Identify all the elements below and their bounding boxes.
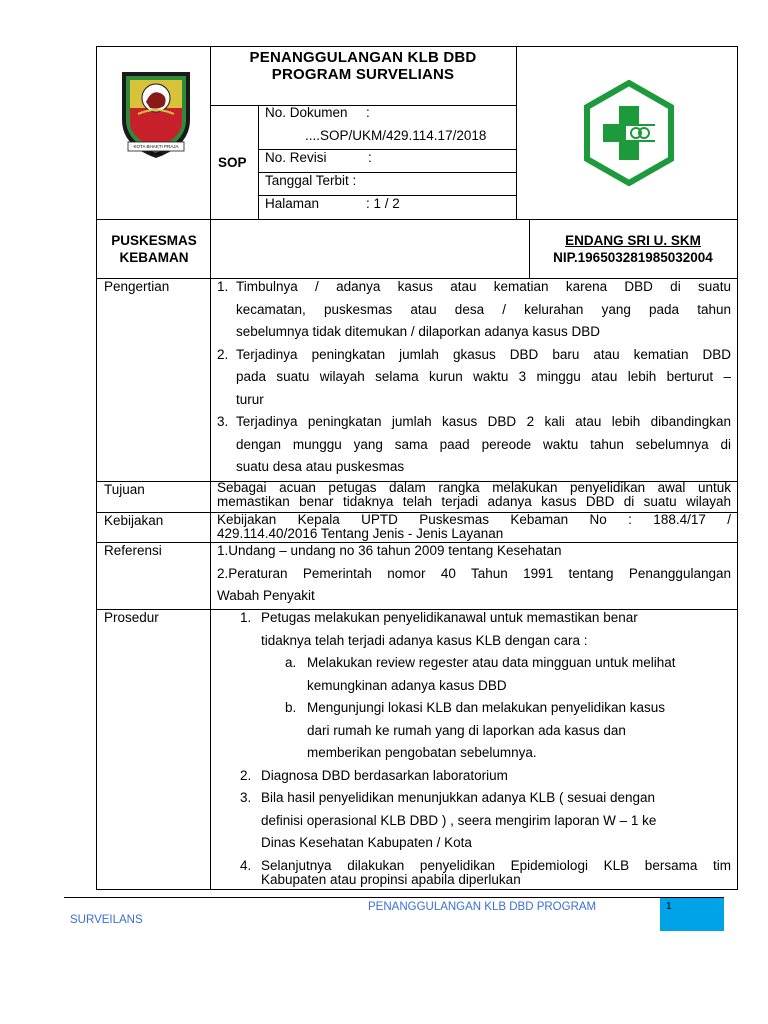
prosedur-subitem bbox=[240, 697, 731, 765]
puskesmas-name-line: KEBAMAN bbox=[119, 250, 189, 265]
item-line: dengan munggu yang sama paad pereode waktu tahun sebelumnya di bbox=[236, 436, 731, 452]
content-line: Kebijakan Kepala UPTD Puskesmas Kebaman No : 188.4/17 / bbox=[217, 512, 731, 527]
item-line: Petugas melakukan penyelidikanawal untuk memastikan benar bbox=[261, 610, 638, 625]
signatory-nip: NIP.196503281985032004 bbox=[553, 250, 713, 265]
content-line: Sebagai acuan petugas dalam rangka melakukan penyelidikan awal untuk bbox=[217, 480, 731, 495]
prosedur-subitem bbox=[240, 652, 731, 697]
no-dokumen-colon: : bbox=[366, 105, 370, 120]
item-line: Terjadinya peningkatan jumlah kasus DBD 2 kali atau lebih dibandingkan bbox=[236, 414, 731, 429]
item-line: Dinas Kesehatan Kabupaten / Kota bbox=[261, 835, 472, 850]
section-label-kebijakan: Kebijakan bbox=[104, 513, 164, 528]
puskesmas-name-line: PUSKESMAS bbox=[111, 233, 197, 248]
no-dokumen-label: No. Dokumen bbox=[265, 105, 348, 120]
item-number: 1. bbox=[217, 279, 229, 294]
section-label-pengertian: Pengertian bbox=[104, 279, 170, 294]
puskesmas-name bbox=[98, 232, 210, 266]
content-line: 1.Undang – undang no 36 tahun 2009 tentang Kesehatan bbox=[217, 543, 562, 558]
divider bbox=[210, 46, 211, 890]
halaman-value: : 1 / 2 bbox=[366, 196, 400, 211]
divider bbox=[258, 105, 259, 219]
kebijakan-content bbox=[217, 513, 731, 541]
prosedur-item bbox=[240, 859, 731, 887]
title-line: PENANGGULANGAN KLB DBD bbox=[249, 49, 477, 66]
referensi-content bbox=[217, 540, 731, 608]
page-number: 1 bbox=[666, 901, 672, 912]
item-number: 3. bbox=[217, 414, 229, 429]
prosedur-item bbox=[240, 787, 731, 855]
divider bbox=[96, 219, 738, 220]
item-line: Diagnosa DBD berdasarkan laboratorium bbox=[261, 767, 508, 783]
tujuan-content bbox=[217, 481, 731, 509]
item-line: Terjadinya peningkatan jumlah gkasus DBD baru atau kematian DBD bbox=[236, 346, 731, 362]
item-letter: a. bbox=[285, 655, 297, 670]
pengertian-item bbox=[217, 411, 731, 479]
content-line: 429.114.40/2016 Tentang Jenis - Jenis Layanan bbox=[217, 526, 504, 541]
no-revisi-label: No. Revisi bbox=[265, 150, 327, 165]
pengertian-content bbox=[217, 276, 731, 479]
item-line: sebelumnya tidak ditemukan / dilaporkan adanya kasus DBD bbox=[236, 324, 600, 339]
sop-label: SOP bbox=[218, 155, 247, 170]
section-label-referensi: Referensi bbox=[104, 543, 162, 558]
prosedur-content bbox=[240, 607, 731, 887]
logo-motto-text: KOTA BHAKTI PRAJA BUMI bbox=[133, 144, 179, 156]
signatory-name: ENDANG SRI U. SKM bbox=[565, 233, 701, 248]
content-line: Wabah Penyakit bbox=[217, 588, 315, 603]
item-line: Kabupaten atau propinsi apabila diperlukan bbox=[261, 871, 521, 887]
title-line: PROGRAM SURVELIANS bbox=[271, 66, 455, 83]
signatory-block bbox=[530, 232, 736, 266]
pengertian-item bbox=[217, 344, 731, 412]
tanggal-terbit-label: Tanggal Terbit : bbox=[265, 173, 357, 188]
item-line: Melakukan review regester atau data mingguan untuk melihat bbox=[307, 655, 676, 670]
no-revisi-colon: : bbox=[368, 150, 372, 165]
item-line: memberikan pengobatan sebelumnya. bbox=[307, 745, 537, 760]
item-line: definisi operasional KLB DBD ) , seera mengirim laporan W – 1 ke bbox=[261, 812, 657, 828]
footer-rule bbox=[64, 897, 724, 898]
no-dokumen-value: ....SOP/UKM/429.114.17/2018 bbox=[305, 128, 487, 143]
page-number-box bbox=[660, 898, 724, 931]
divider bbox=[210, 105, 516, 106]
regional-emblem-logo bbox=[116, 68, 196, 160]
content-line: memastikan benar tidaknya telah terjadi adanya kasus DBD di suatu wilayah bbox=[217, 494, 731, 509]
item-number: 1. bbox=[240, 610, 252, 625]
item-line: dari rumah ke rumah yang di laporkan ada kasus dan bbox=[307, 722, 626, 738]
item-line: Mengunjungi lokasi KLB dan melakukan penyelidikan kasus bbox=[307, 700, 665, 715]
prosedur-item bbox=[240, 607, 731, 652]
content-line: 2.Peraturan Pemerintah nomor 40 Tahun 1991 tentang Penanggulangan bbox=[217, 565, 731, 581]
pengertian-item bbox=[217, 276, 731, 344]
item-number: 3. bbox=[240, 790, 252, 805]
item-line: Bila hasil penyelidikan menunjukkan adanya KLB ( sesuai dengan bbox=[261, 790, 656, 805]
item-line: kecamatan, puskesmas atau desa / kelurahan yang pada tahun bbox=[236, 301, 731, 317]
item-letter: b. bbox=[285, 700, 297, 715]
section-label-tujuan: Tujuan bbox=[104, 482, 145, 497]
item-line: turur bbox=[236, 391, 264, 407]
item-line: suatu desa atau puskesmas bbox=[236, 459, 405, 474]
item-line: tidaknya telah terjadi adanya kasus KLB dengan cara : bbox=[261, 632, 588, 648]
section-label-prosedur: Prosedur bbox=[104, 610, 159, 625]
footer-surveilans: SURVEILANS bbox=[70, 914, 143, 926]
item-number: 2. bbox=[217, 346, 229, 362]
item-number: 2. bbox=[240, 767, 252, 783]
item-number: 4. bbox=[240, 857, 252, 873]
prosedur-item bbox=[240, 765, 731, 788]
item-line: kemungkinan adanya kasus DBD bbox=[307, 677, 507, 693]
item-line: Selanjutnya dilakukan penyelidikan Epidemiologi KLB bersama tim bbox=[261, 857, 731, 873]
divider bbox=[516, 46, 517, 219]
puskesmas-logo bbox=[582, 80, 676, 186]
item-line: Timbulnya / adanya kasus atau kematian karena DBD di suatu bbox=[236, 279, 731, 294]
document-title bbox=[212, 49, 514, 83]
item-line: pada suatu wilayah selama kurun waktu 3 minggu atau lebih berturut – bbox=[236, 369, 731, 384]
halaman-label: Halaman bbox=[265, 196, 320, 211]
footer-title: PENANGGULANGAN KLB DBD PROGRAM bbox=[368, 901, 597, 913]
